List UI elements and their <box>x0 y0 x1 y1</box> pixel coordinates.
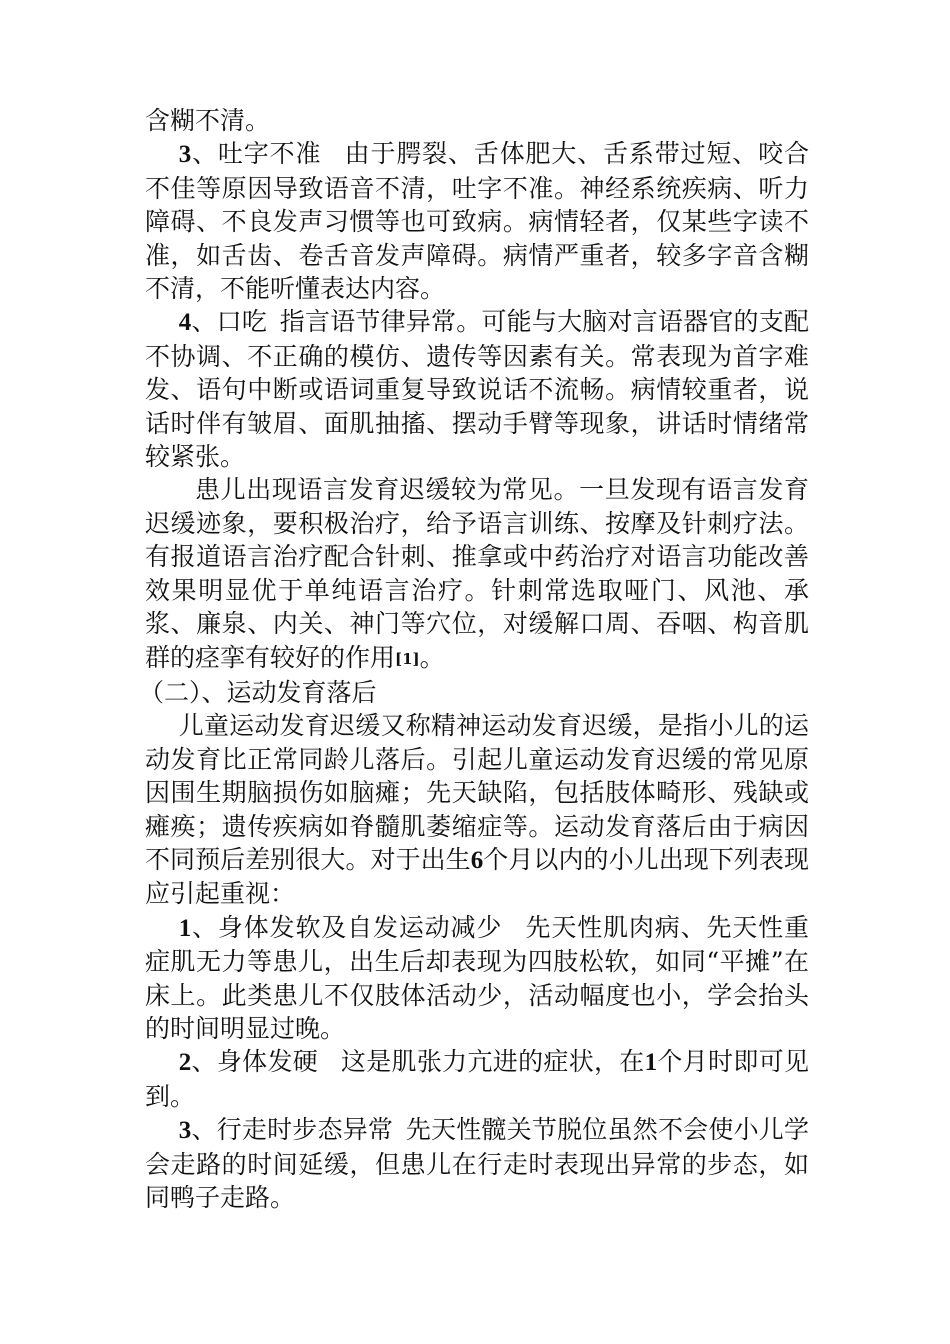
paragraph-item-1-floppy <box>145 911 809 1046</box>
paragraph-motor-delay <box>145 709 809 910</box>
item-body: 指言语节律异常。可能与大脑对言语器官的支配不协调、不正确的模仿、遗传等因素有关。常表现为首字难发、语句中断或语词重复导致说话不流畅。病情较重者，说话时伴有皱眉、面肌抽搐、摆动手臂等现象，讲话时情绪常较紧张。 <box>145 307 809 472</box>
item-heading: 、吐字不准 <box>191 139 322 169</box>
item-number: 3 <box>178 1117 192 1145</box>
paragraph-text: 个月以内的小儿出现下列表现应引起重视： <box>145 844 809 909</box>
item-heading: 、行走时步态异常 <box>191 1115 394 1145</box>
paragraph-text: 儿童运动发育迟缓又称精神运动发育迟缓，是指小儿的运动发育比正常同龄儿落后。引起儿童运动发育迟缓的常见原因围生期脑损伤如脑瘫；先天缺陷，包括肢体畸形、残缺或瘫痪；遗传疾病如脊髓肌萎缩症等。运动发育落后由于病因不同预后差别很大。对于出生 <box>145 711 809 874</box>
item-body: 先天性髋关节脱位虽然不会使小儿学会走路的时间延缓，但患儿在行走时表现出异常的步态，如同鸭子走路。 <box>145 1115 809 1212</box>
item-body: 个月时即可见到。 <box>145 1047 809 1111</box>
paragraph-item-3-gait <box>145 1113 809 1214</box>
section-title: （二）、运动发育落后 <box>139 677 377 707</box>
item-number: 4 <box>178 309 192 337</box>
paragraph-item-2-stiff <box>145 1045 809 1113</box>
item-number: 1 <box>178 914 192 942</box>
paragraph-item-3-articulation <box>145 137 809 305</box>
item-body: 先天性肌肉病、先天性重症肌无力等患儿，出生后却表现为四肢松软，如同“平摊”在床上。此类患儿不仅肢体活动少，活动幅度也小，学会抬头的时间明显过晚。 <box>145 912 809 1043</box>
text-body <box>139 104 809 1214</box>
paragraph-text: 含糊不清。 <box>145 106 271 135</box>
section-heading <box>139 676 809 709</box>
paragraph-continuation <box>145 104 809 137</box>
item-heading: 、身体发软及自发运动减少 <box>191 912 503 942</box>
item-number: 2 <box>178 1049 192 1077</box>
paragraph-end: 。 <box>419 642 445 672</box>
inline-number: 1 <box>644 1049 658 1077</box>
item-body: 这是肌张力亢进的症状，在 <box>340 1047 645 1077</box>
inline-number: 6 <box>470 846 484 874</box>
citation-reference: [1] <box>395 649 420 668</box>
item-number: 3 <box>178 141 192 169</box>
paragraph-item-4-stuttering <box>145 305 809 473</box>
item-heading: 、口吃 <box>191 307 268 337</box>
paragraph-text: 患儿出现语言发育迟缓较为常见。一旦发现有语言发育迟缓迹象，要积极治疗，给予语言训练、按摩及针刺疗法。有报道语言治疗配合针刺、推拿或中药治疗对语言功能改善效果明显优于单纯语言治疗。针刺常选取哑门、风池、承浆、廉泉、内关、神门等穴位，对缓解口周、吞咽、构音肌群的痉挛有较好的作用 <box>145 475 809 672</box>
item-body: 由于腭裂、舌体肥大、舌系带过短、咬合不佳等原因导致语音不清，吐字不准。神经系统疾病、听力障碍、不良发声习惯等也可致病。病情轻者，仅某些字读不准，如舌齿、卷舌音发声障碍。病情严重者，较多字音含糊不清，不能听懂表达内容。 <box>145 139 809 304</box>
item-heading: 、身体发硬 <box>191 1047 319 1077</box>
paragraph-treatment <box>145 473 809 675</box>
